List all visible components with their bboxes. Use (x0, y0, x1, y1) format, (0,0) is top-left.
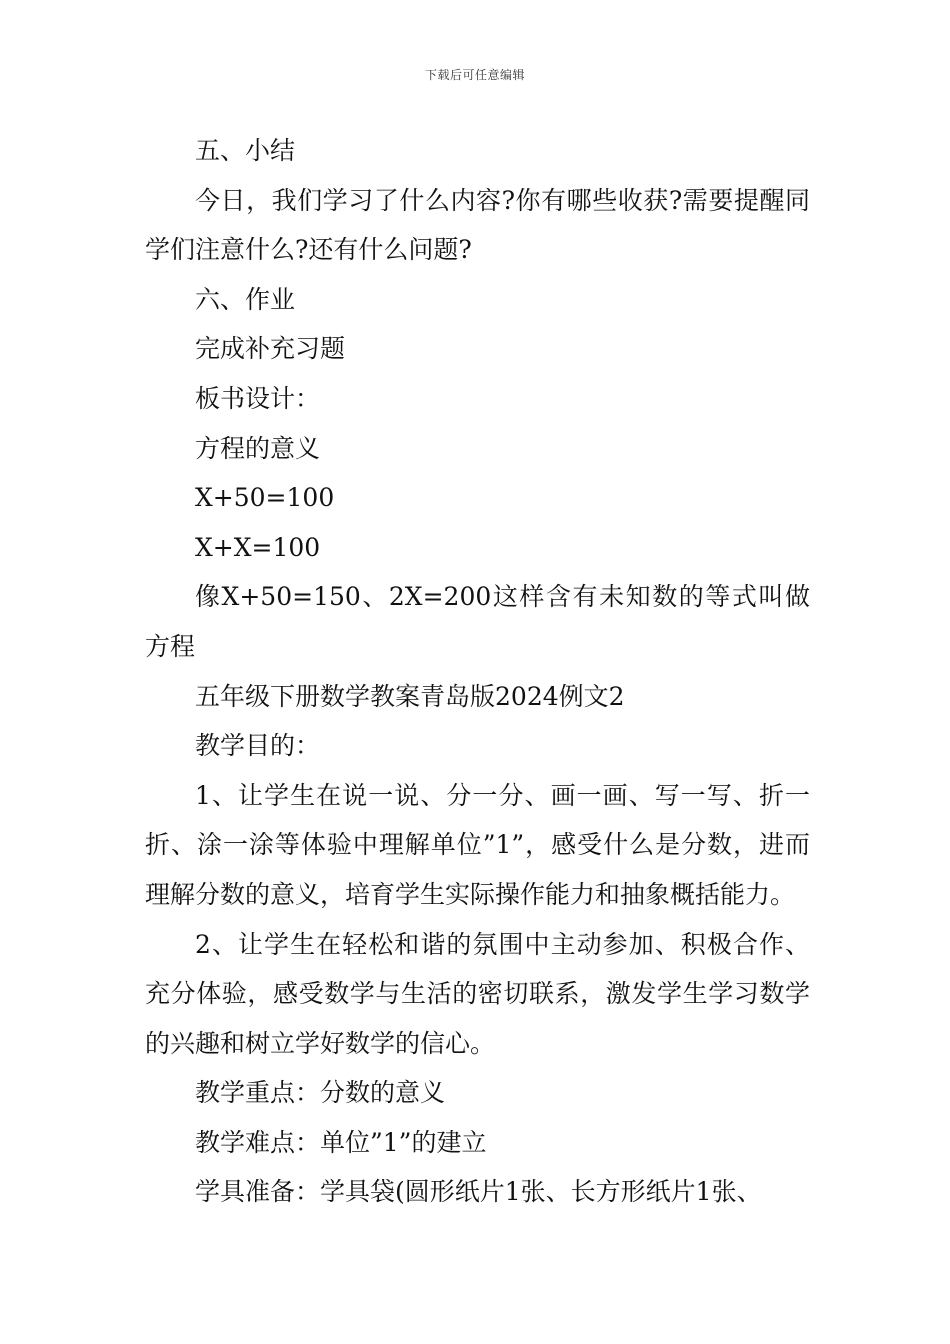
document-body (145, 126, 810, 1217)
paragraph: 教学目的： (195, 731, 321, 761)
paragraph: 1、让学生在说一说、分一分、画一画、写一写、折一折、涂一涂等体验中理解单位”1”，感受什么是分数，进而理解分数的意义，培育学生实际操作能力和抽象概括能力。 (145, 780, 810, 909)
paragraph: 方程的意义 (195, 433, 321, 463)
paragraph: 教学难点：单位”1”的建立 (195, 1127, 487, 1157)
section-heading-summary: 五、小结 (195, 136, 296, 165)
paragraph: 学具准备：学具袋(圆形纸片1张、长方形纸片1张、 (195, 1177, 762, 1207)
paragraph: 2、让学生在轻松和谐的氛围中主动参加、积极合作、充分体验，感受数学与生活的密切联系，激发学生学习数学的兴趣和树立学好数学的信心。 (145, 929, 810, 1058)
paragraph: 像X+50=150、2X=200这样含有未知数的等式叫做方程 (145, 582, 810, 661)
paragraph: 完成补充习题 (195, 334, 346, 364)
page-header: 下载后可任意编辑 (424, 68, 525, 82)
document-title: 五年级下册数学教案青岛版2024例文2 (195, 681, 625, 711)
paragraph: 今日，我们学习了什么内容?你有哪些收获?需要提醒同学们注意什么?还有什么问题? (145, 185, 810, 265)
paragraph: 教学重点：分数的意义 (195, 1078, 446, 1108)
paragraph: 板书设计： (195, 383, 321, 413)
equation: X+X=100 (195, 532, 321, 562)
equation: X+50=100 (195, 483, 335, 513)
section-heading-homework: 六、作业 (195, 284, 296, 314)
